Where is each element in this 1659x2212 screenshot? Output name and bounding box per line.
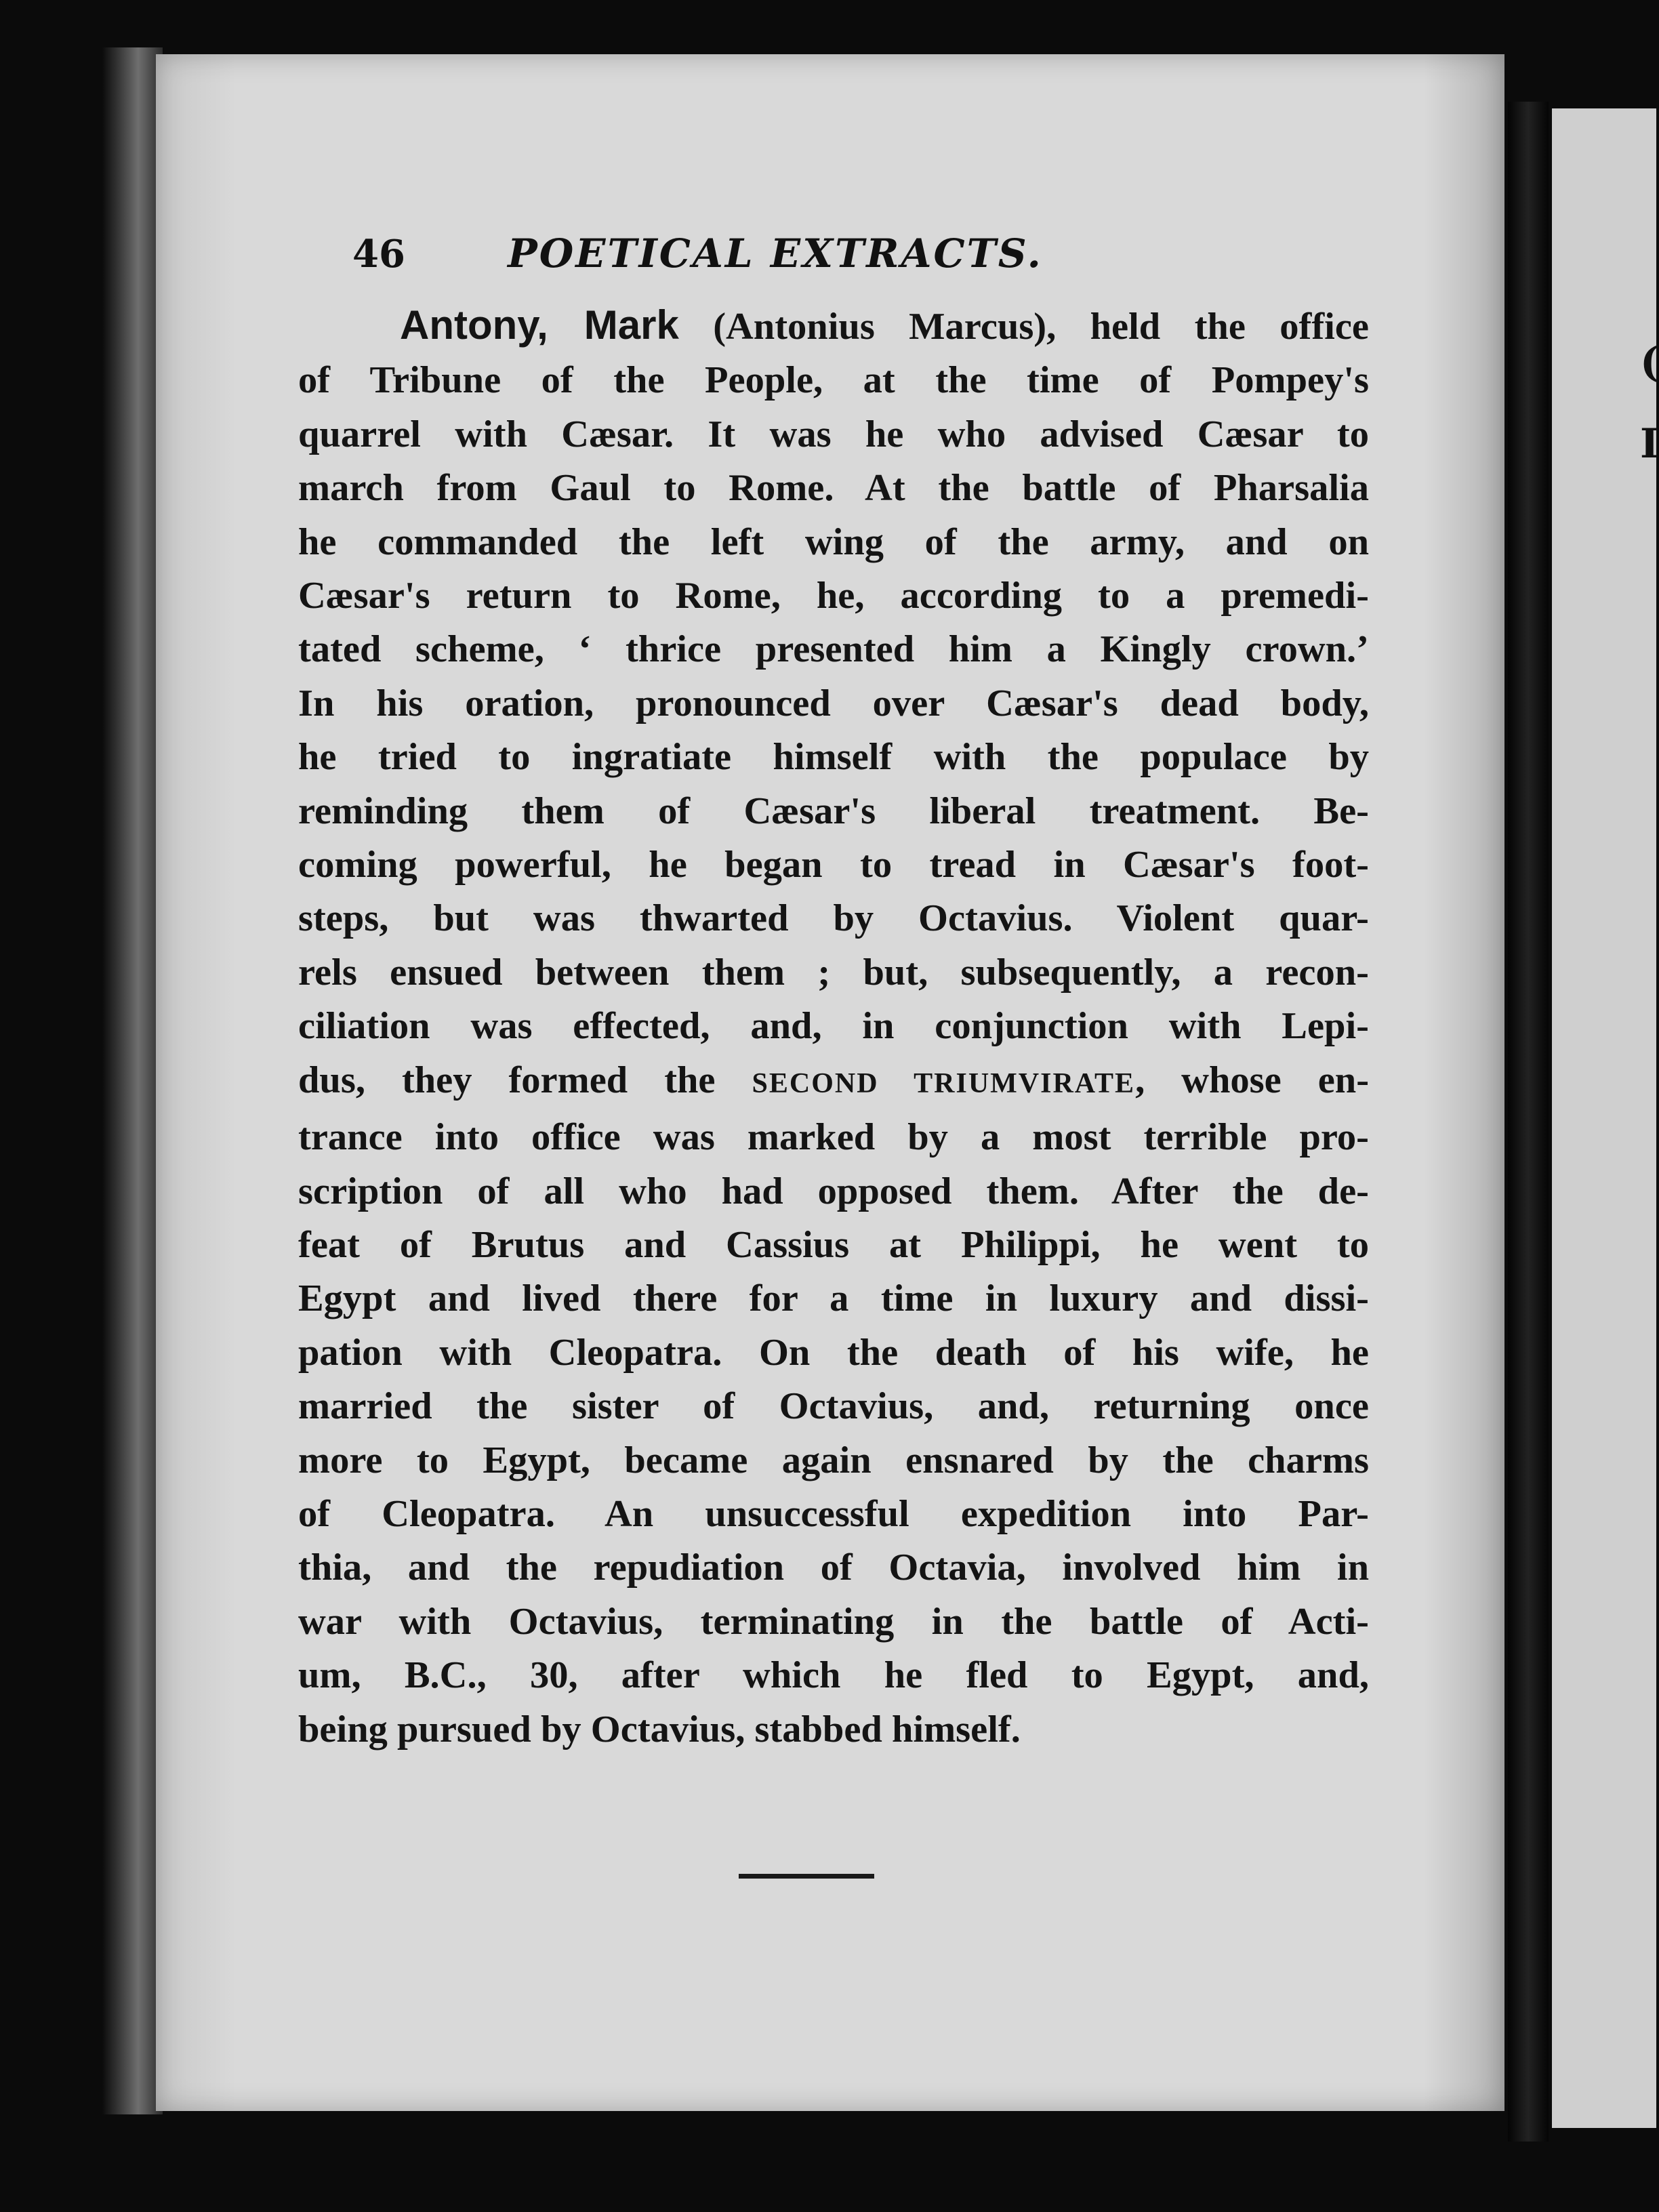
text-line: march from Gaul to Rome. At the battle of Pharsalia	[298, 467, 1369, 510]
text-line: In his oration, pronounced over Cæsar's dead body,	[298, 682, 1369, 724]
text-line: Egypt and lived there for a time in luxury and dissi-	[298, 1277, 1369, 1320]
text-line: trance into office was marked by a most terrible pro-	[298, 1116, 1369, 1159]
text-line: ciliation was effected, and, in conjunction with Lepi-	[298, 1005, 1369, 1048]
text-line: being pursued by Octavius, stabbed himself.	[298, 1708, 1021, 1750]
entry-body	[298, 298, 1369, 1757]
text-line: of Cleopatra. An unsuccessful expedition into Par-	[298, 1492, 1369, 1535]
text-line: more to Egypt, became again ensnared by the charms	[298, 1439, 1369, 1481]
section-divider	[739, 1874, 874, 1879]
adjacent-page-fragment: (	[1640, 339, 1659, 386]
text-line: coming powerful, he began to tread in Cæsar's foot-	[298, 844, 1369, 886]
text-line: Cæsar's return to Rome, he, according to a premedi-	[298, 575, 1369, 617]
text-line: quarrel with Cæsar. It was he who advised Cæsar to	[298, 413, 1369, 455]
adjacent-page-fragment: I	[1640, 420, 1659, 468]
running-title: POETICAL EXTRACTS.	[508, 230, 1043, 276]
page-header	[352, 230, 1105, 276]
headword: Antony, Mark	[400, 302, 679, 348]
text-line: of Tribune of the People, at the time of Pompey's	[298, 359, 1369, 402]
text-line: married the sister of Octavius, and, returning once	[298, 1385, 1369, 1428]
text-line: rels ensued between them ; but, subsequently, a recon-	[298, 951, 1369, 994]
text-line: pation with Cleopatra. On the death of his wife, he	[298, 1331, 1369, 1374]
page-gutter	[1508, 102, 1549, 2142]
text-line: feat of Brutus and Cassius at Philippi, he went to	[298, 1223, 1369, 1266]
text-line: thia, and the repudiation of Octavia, involved him in	[298, 1547, 1369, 1589]
smallcaps-term: SECOND TRIUMVIRATE	[752, 1067, 1136, 1099]
text-line: war with Octavius, terminating in the battle of Acti-	[298, 1600, 1369, 1643]
text-line: he commanded the left wing of the army, and on	[298, 520, 1369, 563]
text-line: scription of all who had opposed them. After the de-	[298, 1170, 1369, 1212]
adjacent-page	[1552, 108, 1656, 2128]
text-line: Antony, Mark (Antonius Marcus), held the office	[400, 302, 1369, 348]
text-line: reminding them of Cæsar's liberal treatment. Be-	[298, 790, 1369, 832]
text-line: tated scheme, ‘ thrice presented him a Kingly crown.’	[298, 628, 1369, 671]
text-line: um, B.C., 30, after which he fled to Egypt, and,	[298, 1654, 1369, 1697]
page-number: 46	[352, 232, 405, 276]
text-line: steps, but was thwarted by Octavius. Violent quar-	[298, 897, 1369, 940]
text-line: he tried to ingratiate himself with the populace by	[298, 736, 1369, 779]
book-spine	[102, 47, 163, 2114]
text-line: dus, they formed the SECOND TRIUMVIRATE, whose en-	[298, 1059, 1370, 1101]
